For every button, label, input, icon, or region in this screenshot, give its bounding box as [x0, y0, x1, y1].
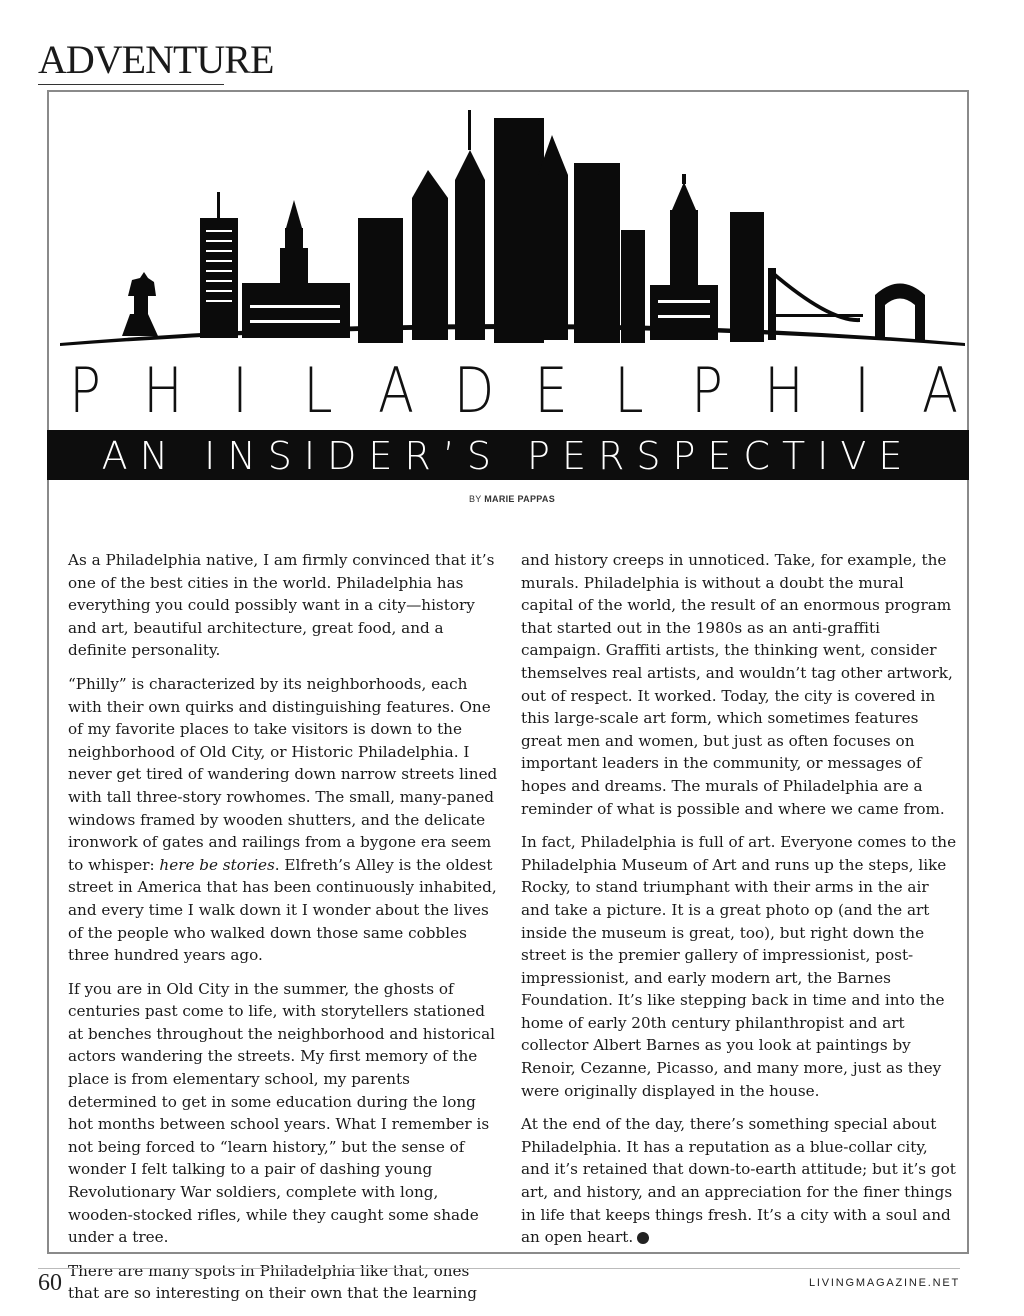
- title-philadelphia: [55, 350, 970, 430]
- site-url: LIVINGMAGAZINE.NET: [809, 1277, 960, 1289]
- byline-author: MARIE PAPPAS: [484, 494, 556, 504]
- title-letter: L: [303, 353, 333, 427]
- footer-divider: [38, 1268, 960, 1269]
- paragraph: [68, 673, 498, 967]
- title-letter: A: [377, 353, 414, 427]
- title-letter: A: [921, 353, 958, 427]
- paragraph: In fact, Philadelphia is full of art. Everyone comes to the Philadelphia Museum of Art and runs up the steps, like Rocky, to stand triumphant with their arms in the air and take a picture. It is a great photo op (and the art inside the museum is great, too), but right down the street is the premier gallery of impressionist, post-impressionist, and early modern art, the Barnes Foundation. It’s like stepping back in time and into the home of early 20th century philanthropist and art collector Albert Barnes as you look at paintings by Renoir, Cezanne, Picasso, and many more, just as they were originally displayed in the house.: [521, 833, 957, 1100]
- byline: [0, 494, 1024, 504]
- page-number: 60: [38, 1270, 62, 1296]
- paragraph-text: . Elfreth’s Alley is the oldest street in America that has been continuously inhabited, and every time I walk down it I wonder about the lives of the people who walked down those same cobbles three hundred years ago.: [68, 855, 497, 965]
- title-letter: D: [453, 353, 494, 427]
- italic-phrase: here be stories: [159, 855, 275, 874]
- title-letter: I: [232, 353, 249, 427]
- title-letter: P: [690, 353, 723, 427]
- title-letter: E: [534, 353, 568, 427]
- paragraph: As a Philadelphia native, I am firmly convinced that it’s one of the best cities in the world. Philadelphia has everything you could possibly want in a city—history and art, beautiful architecture, great food, and a definite personality.: [68, 551, 495, 660]
- paragraph: If you are in Old City in the summer, the ghosts of centuries past come to life, with storytellers stationed at benches throughout the neighborhood and historical actors wandering the streets. My first memory of the place is from elementary school, my parents determined to get in some education during the long hot months between school years. What I remember is not being forced to “learn history,” but the sense of wonder I felt talking to a pair of dashing young Revolutionary War soldiers, complete with long, wooden-stocked rifles, while they caught some shade under a tree.: [68, 979, 495, 1247]
- title-letter: L: [614, 353, 644, 427]
- left-column: [68, 549, 498, 1316]
- paragraph-text: “Philly” is characterized by its neighborhoods, each with their own quirks and distinguishing features. One of my favorite places to take visitors is down to the neighborhood of Old City, or Historic Philadelphia. I never get tired of wandering down narrow streets lined with tall three-story rowhomes. The small, many-paned windows framed by wooden shutters, and the delicate ironwork of gates and railings from a bygone era seem to whisper:: [68, 674, 498, 874]
- title-letter: H: [764, 353, 805, 427]
- subtitle-banner: AN INSIDER’S PERSPECTIVE: [47, 430, 969, 480]
- end-mark-icon: [637, 1232, 649, 1244]
- paragraph: and history creeps in unnoticed. Take, for example, the murals. Philadelphia is without a doubt the mural capital of the world, the result of an enormous program that started out in the 1980s as an anti-graffiti campaign. Graffiti artists, the thinking went, consider themselves real artists, and wouldn’t tag other artwork, out of respect. It worked. Today, the city is covered in this large-scale art form, which sometimes features great men and women, but just as often focuses on important leaders in the community, or messages of hopes and dreams. The murals of Philadelphia are a reminder of what is possible and where we came from.: [521, 551, 953, 818]
- paragraph: There are many spots in Philadelphia like that, ones that are so interesting on their own that the learning: [68, 1261, 478, 1303]
- title-letter: P: [69, 353, 101, 427]
- paragraph-final: [521, 1113, 957, 1249]
- byline-prefix: BY: [468, 494, 482, 504]
- title-letter: H: [142, 353, 183, 427]
- philadelphia-skyline-illustration: [60, 100, 965, 360]
- title-letter: I: [854, 353, 870, 427]
- right-column: [521, 549, 957, 1260]
- paragraph-text: At the end of the day, there’s something special about Philadelphia. It has a reputation as a blue-collar city, and it’s retained that down-to-earth attitude; but it’s got art, and history, and an appreciation for the finer things in life that keeps things fresh. It’s a city with a soul and an open heart.: [521, 1115, 956, 1247]
- section-label: ADVENTURE: [38, 38, 224, 85]
